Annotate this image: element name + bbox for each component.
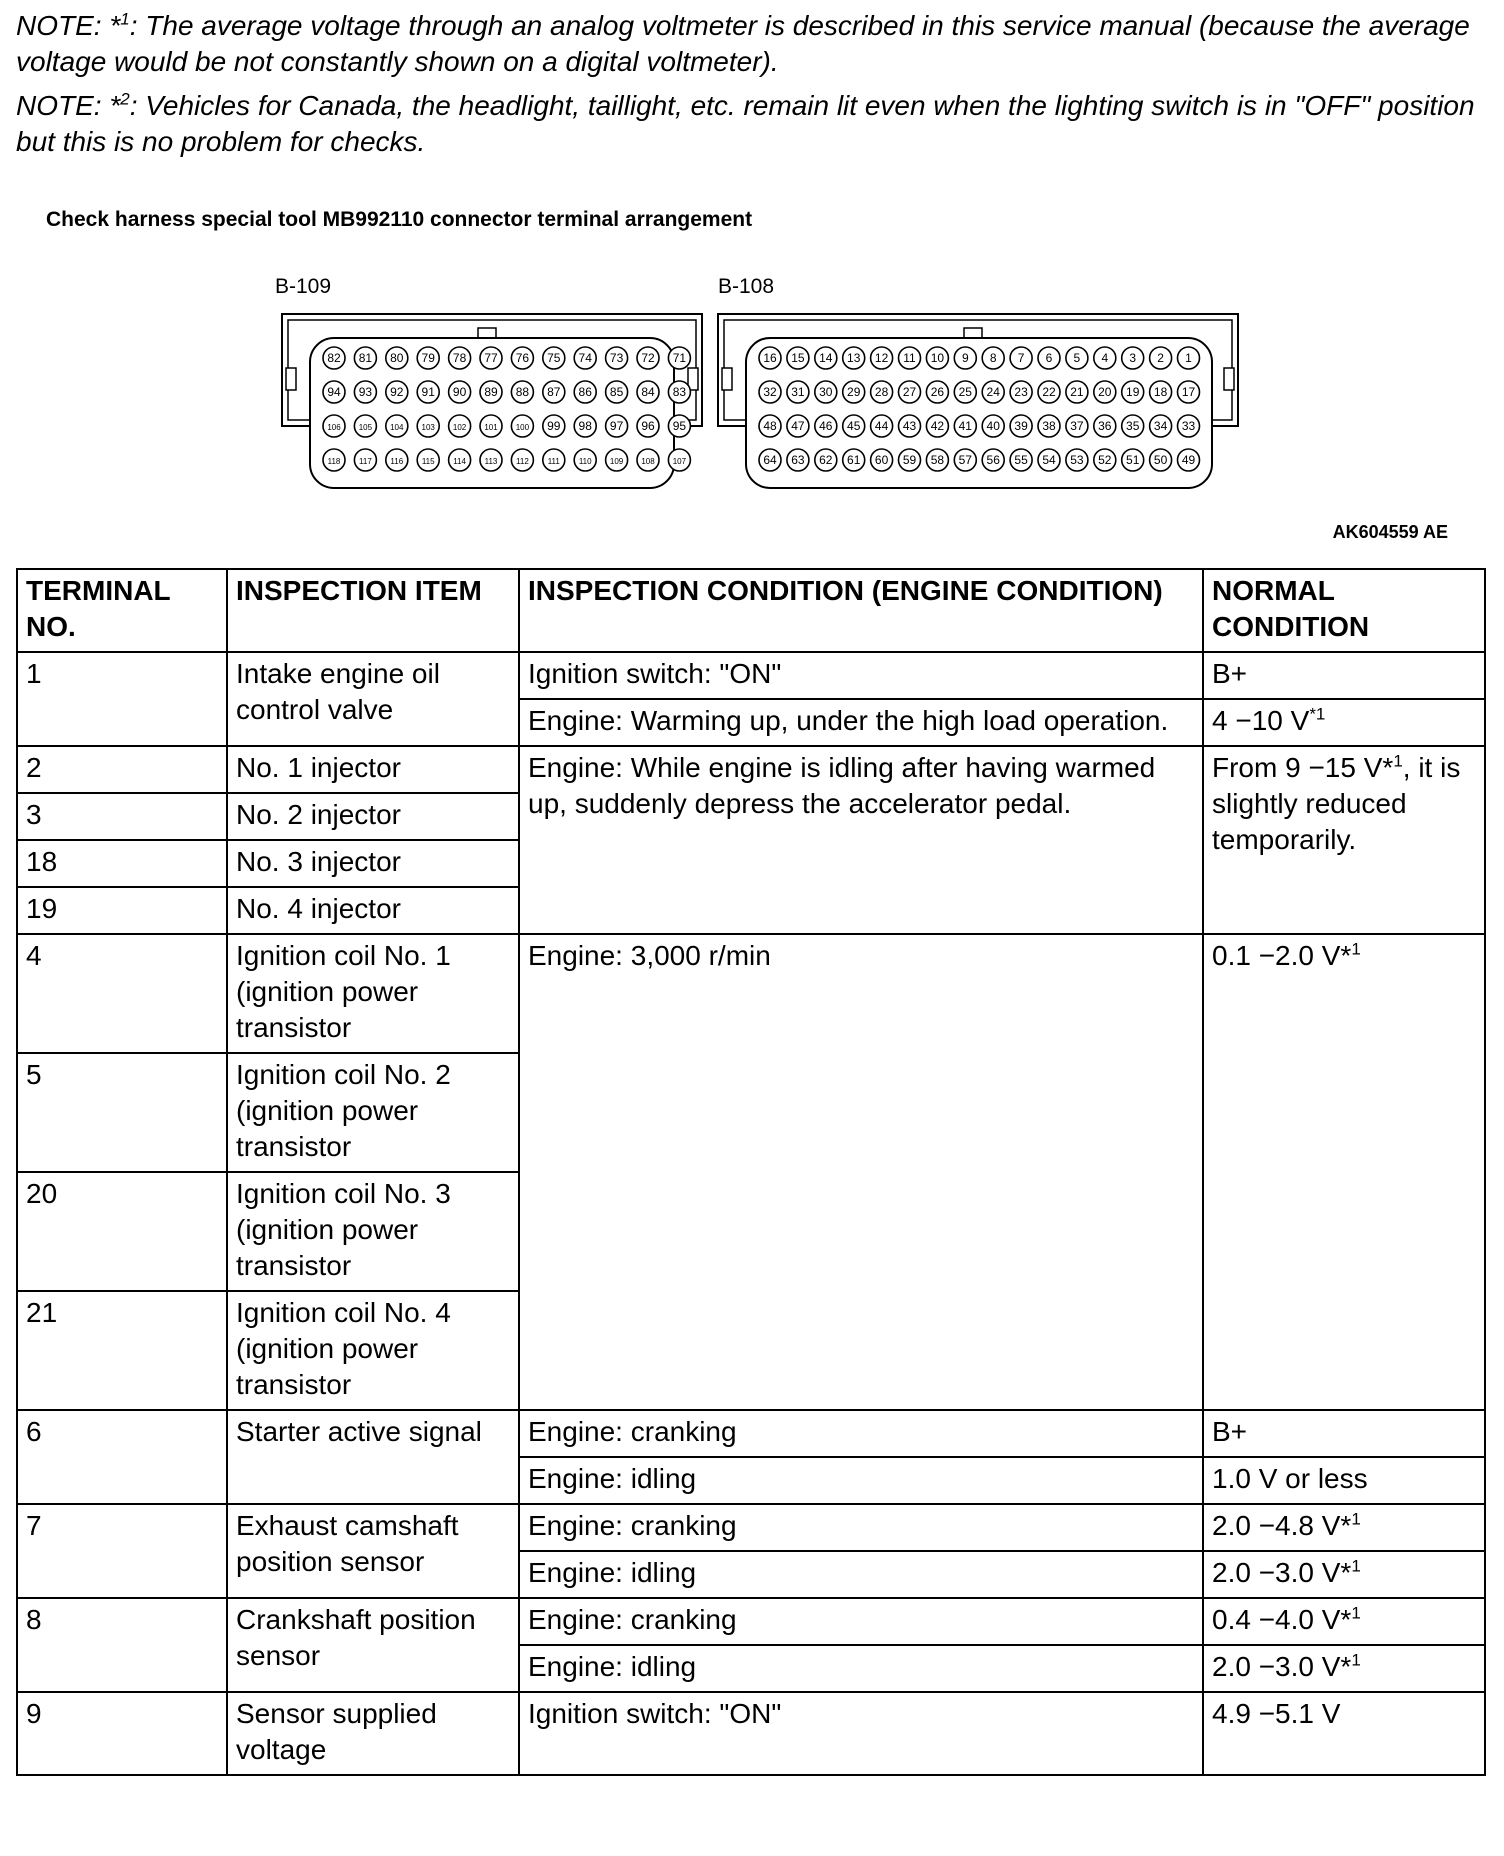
normal-cell: 4.9 −5.1 V xyxy=(1203,1692,1485,1775)
terminal-pin-number: 82 xyxy=(327,351,341,365)
terminal-pin xyxy=(1038,449,1060,471)
normal-cell: 2.0 −3.0 V*$^1$ xyxy=(1203,1551,1485,1598)
terminal-pin-number: 72 xyxy=(641,351,655,365)
terminal-pin-number: 79 xyxy=(421,351,435,365)
terminal-pin xyxy=(606,381,628,403)
terminal-pin-number: 81 xyxy=(358,351,373,365)
terminal-pin xyxy=(871,449,893,471)
terminal-pin-number: 49 xyxy=(1181,453,1196,467)
terminal-pin xyxy=(1178,449,1200,471)
connector-label-b109: B-109 xyxy=(275,275,332,298)
terminal-pin xyxy=(759,449,781,471)
terminal-pin-number: 61 xyxy=(847,453,861,467)
item-cell: Ignition coil No. 4 (ignition power transistor xyxy=(227,1291,519,1410)
terminal-pin xyxy=(815,381,837,403)
terminal-pin xyxy=(1150,449,1172,471)
terminal-pin-number: 48 xyxy=(763,419,777,433)
terminal-pin-number: 46 xyxy=(819,419,833,433)
normal-cell: B+ xyxy=(1203,1410,1485,1457)
terminal-pin xyxy=(1122,347,1144,369)
terminal-pin-number: 32 xyxy=(763,385,777,399)
item-cell: Ignition coil No. 3 (ignition power transistor xyxy=(227,1172,519,1291)
terminal-pin-number: 103 xyxy=(421,423,435,432)
terminal-pin xyxy=(926,381,948,403)
terminal-pin xyxy=(543,449,565,471)
terminal-pin xyxy=(1122,449,1144,471)
terminal-pin xyxy=(899,381,921,403)
terminal-pin-number: 55 xyxy=(1014,453,1028,467)
terminal-pin xyxy=(899,347,921,369)
terminal-pin xyxy=(843,347,865,369)
terminal-pin xyxy=(1094,449,1116,471)
terminal-pin xyxy=(982,415,1004,437)
terminal-pin-number: 10 xyxy=(930,351,945,365)
item-cell: Exhaust camshaft position sensor xyxy=(227,1504,519,1598)
terminal-cell: 20 xyxy=(17,1172,227,1291)
terminal-pin xyxy=(1094,347,1116,369)
terminal-pin xyxy=(1010,381,1032,403)
terminal-pin xyxy=(417,347,439,369)
terminal-pin-number: 93 xyxy=(358,385,373,399)
terminal-pin-number: 98 xyxy=(578,419,592,433)
terminal-pin-number: 111 xyxy=(547,457,560,466)
normal-cell: From 9 −15 V*$^1$, it is slightly reduced temporarily. xyxy=(1203,746,1485,934)
terminal-pin-number: 87 xyxy=(547,385,561,399)
terminal-pin xyxy=(574,449,596,471)
terminal-pin-number: 43 xyxy=(902,419,917,433)
terminal-pin xyxy=(323,347,345,369)
terminal-pin xyxy=(787,449,809,471)
figure-caption: Check harness special tool MB992110 connector terminal arrangement xyxy=(46,208,753,231)
terminal-pin-number: 22 xyxy=(1042,385,1056,399)
terminal-pin-number: 2 xyxy=(1157,351,1164,365)
terminal-pin-number: 53 xyxy=(1070,453,1084,467)
terminal-pin xyxy=(449,415,471,437)
normal-cell: B+ xyxy=(1203,652,1485,699)
terminal-pin xyxy=(1066,415,1088,437)
terminal-pin-number: 35 xyxy=(1126,419,1140,433)
terminal-pin-number: 63 xyxy=(791,453,805,467)
terminal-pin-number: 95 xyxy=(672,419,687,433)
condition-cell: Ignition switch: "ON" xyxy=(519,1692,1203,1775)
terminal-pin-number: 101 xyxy=(484,423,498,432)
terminal-pin xyxy=(871,347,893,369)
terminal-cell: 8 xyxy=(17,1598,227,1692)
terminal-pin xyxy=(386,381,408,403)
terminal-pin-number: 42 xyxy=(930,419,945,433)
terminal-pin-number: 88 xyxy=(515,385,530,399)
terminal-pin-number: 112 xyxy=(516,457,529,466)
terminal-pin-number: 44 xyxy=(874,419,889,433)
terminal-pin xyxy=(1094,381,1116,403)
terminal-pin-number: 39 xyxy=(1014,419,1028,433)
terminal-cell: 21 xyxy=(17,1291,227,1410)
header-normal-condition: NORMAL CONDITION xyxy=(1203,569,1485,652)
terminal-pin-number: 47 xyxy=(791,419,805,433)
terminal-pin-number: 15 xyxy=(791,351,805,365)
terminal-pin xyxy=(871,415,893,437)
terminal-pin xyxy=(1010,449,1032,471)
terminal-pin xyxy=(354,347,376,369)
terminal-pin-number: 115 xyxy=(421,457,435,466)
terminal-pin xyxy=(668,381,690,403)
terminal-pin-number: 24 xyxy=(986,385,1000,399)
terminal-pin xyxy=(511,415,533,437)
terminal-pin xyxy=(354,415,376,437)
item-cell: Ignition coil No. 2 (ignition power transistor xyxy=(227,1053,519,1172)
header-inspection-item: INSPECTION ITEM xyxy=(227,569,519,652)
terminal-pin-number: 114 xyxy=(453,457,466,466)
terminal-pin-number: 21 xyxy=(1070,385,1084,399)
terminal-pin xyxy=(954,381,976,403)
table-row xyxy=(17,1504,1485,1551)
item-cell: Crankshaft position sensor xyxy=(227,1598,519,1692)
terminal-pin xyxy=(574,381,596,403)
terminal-pin xyxy=(1010,347,1032,369)
terminal-pin-number: 78 xyxy=(452,351,467,365)
terminal-pin xyxy=(606,415,628,437)
terminal-pin-number: 14 xyxy=(819,351,833,365)
terminal-pin-number: 51 xyxy=(1126,453,1140,467)
terminal-pin-number: 117 xyxy=(359,457,372,466)
terminal-pin xyxy=(354,449,376,471)
terminal-pin xyxy=(417,449,439,471)
condition-cell: Engine: cranking xyxy=(519,1410,1203,1457)
terminal-cell: 5 xyxy=(17,1053,227,1172)
terminal-pin-number: 33 xyxy=(1181,419,1196,433)
terminal-pin xyxy=(637,449,659,471)
terminal-pin-number: 86 xyxy=(578,385,592,399)
terminal-pin xyxy=(574,415,596,437)
figure-code: AK604559 AE xyxy=(1332,522,1448,542)
item-cell: Intake engine oil control valve xyxy=(227,652,519,746)
condition-cell: Engine: idling xyxy=(519,1645,1203,1692)
terminal-pin xyxy=(386,347,408,369)
table-header-row xyxy=(17,569,1485,652)
terminal-pin xyxy=(1178,415,1200,437)
terminal-pin xyxy=(926,347,948,369)
terminal-pin xyxy=(1066,347,1088,369)
terminal-pin-number: 17 xyxy=(1181,385,1196,399)
terminal-pin-number: 36 xyxy=(1098,419,1112,433)
item-cell: No. 4 injector xyxy=(227,887,519,934)
terminal-pin xyxy=(449,347,471,369)
terminal-pin xyxy=(982,347,1004,369)
terminal-pin xyxy=(759,347,781,369)
terminal-pin xyxy=(926,415,948,437)
terminal-pin xyxy=(954,415,976,437)
note-analog-voltage: NOTE: *$^1$: The average voltage through an analog voltmeter is described in this service manual (because the average voltage would be not constantly shown on a digital voltmeter). xyxy=(16,9,1470,77)
terminal-pin-number: 29 xyxy=(847,385,861,399)
terminal-cell: 1 xyxy=(17,652,227,746)
terminal-pin xyxy=(1178,381,1200,403)
terminal-pin-number: 16 xyxy=(763,351,777,365)
terminal-pin-number: 106 xyxy=(327,423,341,432)
terminal-cell: 6 xyxy=(17,1410,227,1504)
terminal-pin xyxy=(1150,381,1172,403)
terminal-pin xyxy=(637,381,659,403)
terminal-pin-number: 30 xyxy=(819,385,833,399)
terminal-pin xyxy=(1038,347,1060,369)
terminal-pin-number: 94 xyxy=(327,385,341,399)
terminal-pin-number: 113 xyxy=(484,457,498,466)
connector-b109 xyxy=(282,314,702,488)
terminal-pin xyxy=(637,347,659,369)
terminal-pin xyxy=(511,449,533,471)
normal-cell: 1.0 V or less xyxy=(1203,1457,1485,1504)
terminal-pin-number: 108 xyxy=(641,457,655,466)
normal-cell: 2.0 −3.0 V*$^1$ xyxy=(1203,1645,1485,1692)
terminal-pin xyxy=(1150,347,1172,369)
terminal-pin-number: 99 xyxy=(547,419,561,433)
terminal-pin-number: 96 xyxy=(641,419,655,433)
condition-cell: Engine: cranking xyxy=(519,1598,1203,1645)
terminal-pin xyxy=(843,449,865,471)
terminal-pin xyxy=(323,381,345,403)
table-row xyxy=(17,652,1485,699)
table-row xyxy=(17,934,1485,1053)
terminal-pin-number: 25 xyxy=(958,385,972,399)
terminal-pin-number: 52 xyxy=(1098,453,1112,467)
terminal-cell: 2 xyxy=(17,746,227,793)
terminal-pin-number: 60 xyxy=(874,453,889,467)
terminal-pin xyxy=(1038,381,1060,403)
terminal-pin-number: 26 xyxy=(930,385,945,399)
terminal-pin-number: 85 xyxy=(609,385,624,399)
terminal-pin-number: 9 xyxy=(961,351,969,365)
terminal-pin xyxy=(926,449,948,471)
terminal-pin xyxy=(759,381,781,403)
terminal-pin xyxy=(574,347,596,369)
terminal-pin-number: 100 xyxy=(515,423,530,432)
terminal-pin-number: 7 xyxy=(1017,351,1025,365)
connector-b108 xyxy=(718,314,1238,488)
terminal-pin-number: 8 xyxy=(989,351,997,365)
terminal-pin xyxy=(954,449,976,471)
table-row xyxy=(17,746,1485,793)
terminal-pin xyxy=(543,381,565,403)
terminal-pin xyxy=(871,381,893,403)
item-cell: Ignition coil No. 1 (ignition power transistor xyxy=(227,934,519,1053)
terminal-pin-number: 54 xyxy=(1042,453,1056,467)
terminal-pin-number: 40 xyxy=(986,419,1000,433)
terminal-pin xyxy=(511,381,533,403)
terminal-pin-number: 23 xyxy=(1014,385,1028,399)
terminal-pin xyxy=(843,381,865,403)
terminal-pin xyxy=(417,415,439,437)
terminal-pin xyxy=(543,347,565,369)
terminal-cell: 4 xyxy=(17,934,227,1053)
condition-cell: Ignition switch: "ON" xyxy=(519,652,1203,699)
terminal-pin-number: 31 xyxy=(791,385,805,399)
terminal-pin-number: 28 xyxy=(874,385,889,399)
terminal-pin xyxy=(815,449,837,471)
inspection-table xyxy=(16,568,1486,1776)
terminal-pin-number: 50 xyxy=(1153,453,1168,467)
terminal-pin xyxy=(982,449,1004,471)
terminal-pin xyxy=(1094,415,1116,437)
condition-cell: Engine: cranking xyxy=(519,1504,1203,1551)
terminal-cell: 19 xyxy=(17,887,227,934)
terminal-pin xyxy=(1066,381,1088,403)
terminal-pin-number: 18 xyxy=(1153,385,1168,399)
terminal-pin-number: 13 xyxy=(847,351,861,365)
terminal-pin-number: 107 xyxy=(672,457,687,466)
terminal-pin-number: 34 xyxy=(1153,419,1168,433)
terminal-pin xyxy=(787,415,809,437)
terminal-pin xyxy=(386,449,408,471)
header-terminal-no: TERMINAL NO. xyxy=(17,569,227,652)
terminal-pin xyxy=(668,449,690,471)
terminal-pin xyxy=(323,449,345,471)
terminal-pin-number: 71 xyxy=(672,351,687,365)
terminal-cell: 9 xyxy=(17,1692,227,1775)
terminal-pin-number: 118 xyxy=(327,457,341,466)
terminal-pin-number: 3 xyxy=(1129,351,1137,365)
terminal-pin-number: 74 xyxy=(578,351,592,365)
terminal-pin xyxy=(543,415,565,437)
terminal-pin-number: 97 xyxy=(609,419,624,433)
terminal-pin-number: 20 xyxy=(1098,385,1112,399)
terminal-pin-number: 92 xyxy=(390,385,404,399)
terminal-pin xyxy=(354,381,376,403)
terminal-pin xyxy=(323,415,345,437)
terminal-pin xyxy=(899,449,921,471)
item-cell: No. 2 injector xyxy=(227,793,519,840)
terminal-pin xyxy=(815,347,837,369)
condition-cell: Engine: While engine is idling after having warmed up, suddenly depress the accelerator pedal. xyxy=(519,746,1203,934)
connector-terminal-diagram xyxy=(270,300,1250,500)
terminal-pin-number: 62 xyxy=(819,453,833,467)
terminal-pin xyxy=(480,347,502,369)
terminal-pin-number: 90 xyxy=(452,385,467,399)
terminal-pin xyxy=(843,415,865,437)
terminal-pin xyxy=(606,347,628,369)
terminal-cell: 3 xyxy=(17,793,227,840)
terminal-pin-number: 64 xyxy=(763,453,777,467)
condition-cell: Engine: 3,000 r/min xyxy=(519,934,1203,1410)
terminal-pin-number: 57 xyxy=(958,453,972,467)
terminal-pin-number: 102 xyxy=(452,423,467,432)
item-cell: Sensor supplied voltage xyxy=(227,1692,519,1775)
terminal-pin-number: 104 xyxy=(390,423,404,432)
terminal-pin xyxy=(511,347,533,369)
terminal-pin-number: 73 xyxy=(609,351,624,365)
terminal-pin-number: 6 xyxy=(1045,351,1053,365)
terminal-pin-number: 1 xyxy=(1185,351,1192,365)
terminal-pin xyxy=(480,381,502,403)
terminal-pin xyxy=(668,347,690,369)
terminal-pin xyxy=(637,415,659,437)
terminal-pin xyxy=(787,381,809,403)
normal-cell: 0.4 −4.0 V*$^1$ xyxy=(1203,1598,1485,1645)
condition-cell: Engine: Warming up, under the high load operation. xyxy=(519,699,1203,746)
normal-cell: 2.0 −4.8 V*$^1$ xyxy=(1203,1504,1485,1551)
terminal-pin xyxy=(899,415,921,437)
condition-cell: Engine: idling xyxy=(519,1551,1203,1598)
terminal-pin xyxy=(1150,415,1172,437)
terminal-cell: 7 xyxy=(17,1504,227,1598)
terminal-pin-number: 19 xyxy=(1126,385,1140,399)
condition-cell: Engine: idling xyxy=(519,1457,1203,1504)
terminal-pin-number: 11 xyxy=(903,351,916,365)
terminal-pin-number: 105 xyxy=(358,423,373,432)
terminal-pin-number: 56 xyxy=(986,453,1000,467)
terminal-pin xyxy=(449,449,471,471)
item-cell: No. 1 injector xyxy=(227,746,519,793)
header-inspection-condition: INSPECTION CONDITION (ENGINE CONDITION) xyxy=(519,569,1203,652)
terminal-pin xyxy=(787,347,809,369)
terminal-pin-number: 38 xyxy=(1042,419,1056,433)
terminal-pin-number: 89 xyxy=(484,385,498,399)
terminal-pin-number: 5 xyxy=(1073,351,1081,365)
terminal-pin-number: 4 xyxy=(1101,351,1109,365)
terminal-pin xyxy=(1038,415,1060,437)
terminal-pin xyxy=(1178,347,1200,369)
terminal-pin xyxy=(759,415,781,437)
terminal-pin xyxy=(1122,381,1144,403)
terminal-pin xyxy=(417,381,439,403)
terminal-pin-number: 110 xyxy=(578,457,592,466)
terminal-pin-number: 12 xyxy=(874,351,889,365)
terminal-pin xyxy=(954,347,976,369)
terminal-pin xyxy=(480,415,502,437)
terminal-pin-number: 84 xyxy=(641,385,655,399)
item-cell: No. 3 injector xyxy=(227,840,519,887)
terminal-pin-number: 77 xyxy=(484,351,498,365)
normal-cell: 4 −10 $V^{*1}$ xyxy=(1203,699,1485,746)
terminal-pin-number: 75 xyxy=(547,351,561,365)
terminal-pin-number: 109 xyxy=(609,457,624,466)
terminal-pin-number: 59 xyxy=(902,453,917,467)
table-row xyxy=(17,1410,1485,1457)
terminal-pin-number: 45 xyxy=(847,419,861,433)
terminal-pin xyxy=(449,381,471,403)
terminal-pin-number: 58 xyxy=(930,453,945,467)
terminal-pin xyxy=(982,381,1004,403)
terminal-pin xyxy=(815,415,837,437)
terminal-pin-number: 116 xyxy=(390,457,404,466)
note-canada-lighting: NOTE: *$^2$: Vehicles for Canada, the headlight, taillight, etc. remain lit even when the lighting switch is in "OFF" position but this is no problem for checks. xyxy=(16,89,1475,157)
connector-label-b108: B-108 xyxy=(718,275,775,298)
terminal-pin xyxy=(480,449,502,471)
terminal-pin xyxy=(386,415,408,437)
terminal-cell: 18 xyxy=(17,840,227,887)
terminal-pin-number: 76 xyxy=(515,351,530,365)
terminal-pin-number: 41 xyxy=(958,419,972,433)
terminal-pin xyxy=(1010,415,1032,437)
terminal-pin-number: 91 xyxy=(421,385,435,399)
terminal-pin xyxy=(606,449,628,471)
terminal-pin-number: 83 xyxy=(672,385,687,399)
normal-cell: 0.1 −2.0 V*$^1$ xyxy=(1203,934,1485,1410)
terminal-pin xyxy=(668,415,690,437)
terminal-pin-number: 37 xyxy=(1070,419,1084,433)
table-row xyxy=(17,1598,1485,1645)
terminal-pin-number: 27 xyxy=(902,385,917,399)
item-cell: Starter active signal xyxy=(227,1410,519,1504)
terminal-pin xyxy=(1122,415,1144,437)
terminal-pin xyxy=(1066,449,1088,471)
terminal-pin-number: 80 xyxy=(390,351,404,365)
table-row xyxy=(17,1692,1485,1775)
